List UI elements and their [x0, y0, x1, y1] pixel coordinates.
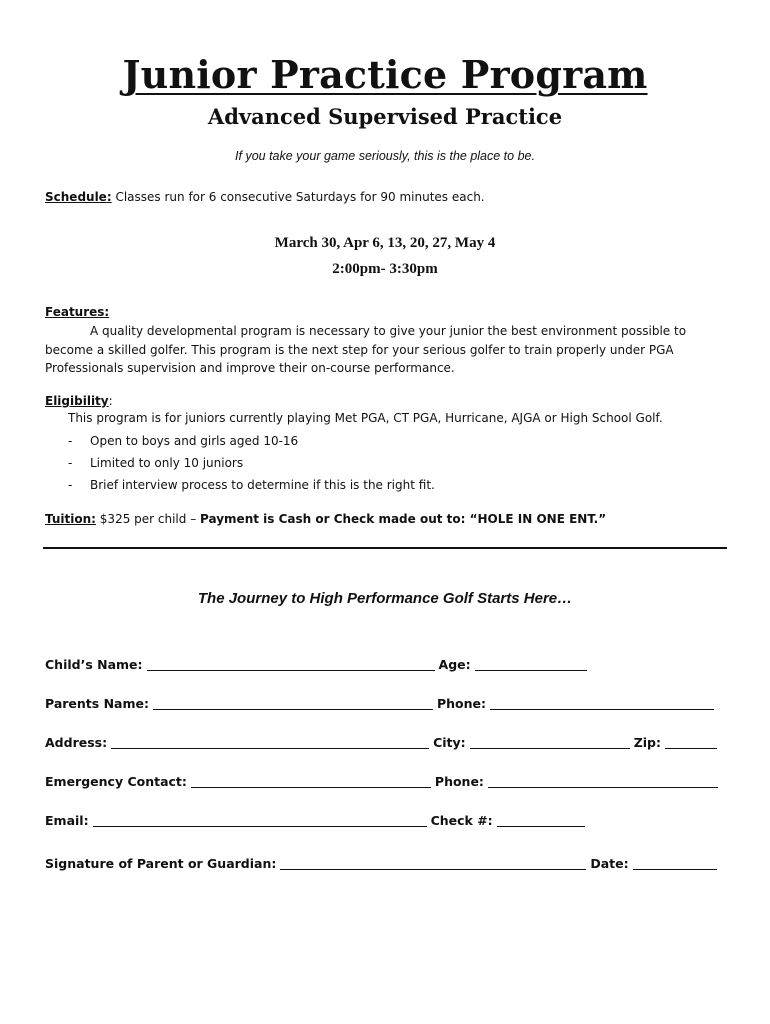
schedule-line — [45, 190, 485, 204]
features-text: A quality developmental program is necessary to give your junior the best environment possible to become a skilled golfer. This program is the next step for your serious golfer to train properly under PGA Professionals supervision and improve their on-course performance. — [45, 324, 687, 375]
features-paragraph — [45, 322, 725, 378]
tuition-payment: Payment is Cash or Check made out to: “HOLE IN ONE ENT.” — [200, 512, 607, 526]
eligibility-colon: : — [108, 394, 113, 408]
list-item — [68, 452, 435, 474]
age-label: Age: — [438, 657, 471, 672]
phone-label: Phone: — [436, 696, 486, 711]
tagline: If you take your game seriously, this is the place to be. — [235, 149, 535, 163]
emergency-contact-field[interactable] — [191, 775, 431, 788]
child-row — [45, 657, 591, 672]
date-label: Date: — [590, 856, 629, 871]
address-label: Address: — [45, 735, 108, 750]
schedule-colon: : — [106, 190, 112, 204]
section-divider — [43, 547, 727, 549]
list-item — [68, 430, 435, 452]
child-name-field[interactable] — [147, 658, 435, 671]
address-row — [45, 735, 721, 750]
child-name-label: Child’s Name: — [45, 657, 143, 672]
schedule-dates: March 30, Apr 6, 13, 20, 27, May 4 — [274, 235, 496, 251]
emergency-phone-field[interactable] — [488, 775, 718, 788]
features-label: Features: — [45, 305, 110, 319]
parents-name-field[interactable] — [153, 697, 433, 710]
journey-heading: The Journey to High Performance Golf Starts Here… — [197, 590, 573, 607]
emergency-contact-label: Emergency Contact: — [45, 774, 187, 789]
dash-bullet: - — [68, 456, 73, 470]
dash-bullet: - — [68, 434, 73, 448]
signature-field[interactable] — [280, 857, 586, 870]
tuition-label: Tuition: — [45, 512, 96, 526]
eligibility-intro: This program is for juniors currently playing Met PGA, CT PGA, Hurricane, AJGA or High School Golf. — [68, 411, 663, 425]
schedule-label: Schedule — [45, 190, 107, 204]
eligibility-heading — [45, 394, 113, 408]
list-item-text: Brief interview process to determine if this is the right fit. — [90, 478, 435, 492]
phone-field[interactable] — [490, 697, 714, 710]
email-label: Email: — [45, 813, 89, 828]
page-title: Junior Practice Program — [122, 52, 648, 97]
features-heading — [45, 305, 109, 319]
schedule-time: 2:00pm- 3:30pm — [332, 261, 438, 277]
emergency-row — [45, 774, 722, 789]
list-item — [68, 474, 435, 496]
check-field[interactable] — [497, 814, 585, 827]
parents-row — [45, 696, 718, 711]
list-item-text: Open to boys and girls aged 10-16 — [90, 434, 299, 448]
age-field[interactable] — [475, 658, 587, 671]
zip-field[interactable] — [665, 736, 717, 749]
eligibility-label: Eligibility — [45, 394, 109, 408]
email-row — [45, 813, 589, 828]
signature-label: Signature of Parent or Guardian: — [45, 856, 277, 871]
email-field[interactable] — [93, 814, 427, 827]
check-label: Check #: — [430, 813, 493, 828]
date-field[interactable] — [633, 857, 717, 870]
tuition-line — [45, 512, 606, 526]
city-field[interactable] — [470, 736, 630, 749]
zip-label: Zip: — [633, 735, 661, 750]
dash-bullet: - — [68, 478, 73, 492]
schedule-text: Classes run for 6 consecutive Saturdays for 90 minutes each. — [115, 190, 485, 204]
emergency-phone-label: Phone: — [434, 774, 484, 789]
address-field[interactable] — [111, 736, 429, 749]
list-item-text: Limited to only 10 juniors — [90, 456, 244, 470]
signature-row — [45, 856, 721, 871]
eligibility-list — [68, 430, 435, 496]
page-subtitle: Advanced Supervised Practice — [207, 104, 563, 129]
tuition-price: $325 per child – — [99, 512, 197, 526]
parents-name-label: Parents Name: — [45, 696, 149, 711]
city-label: City: — [433, 735, 466, 750]
